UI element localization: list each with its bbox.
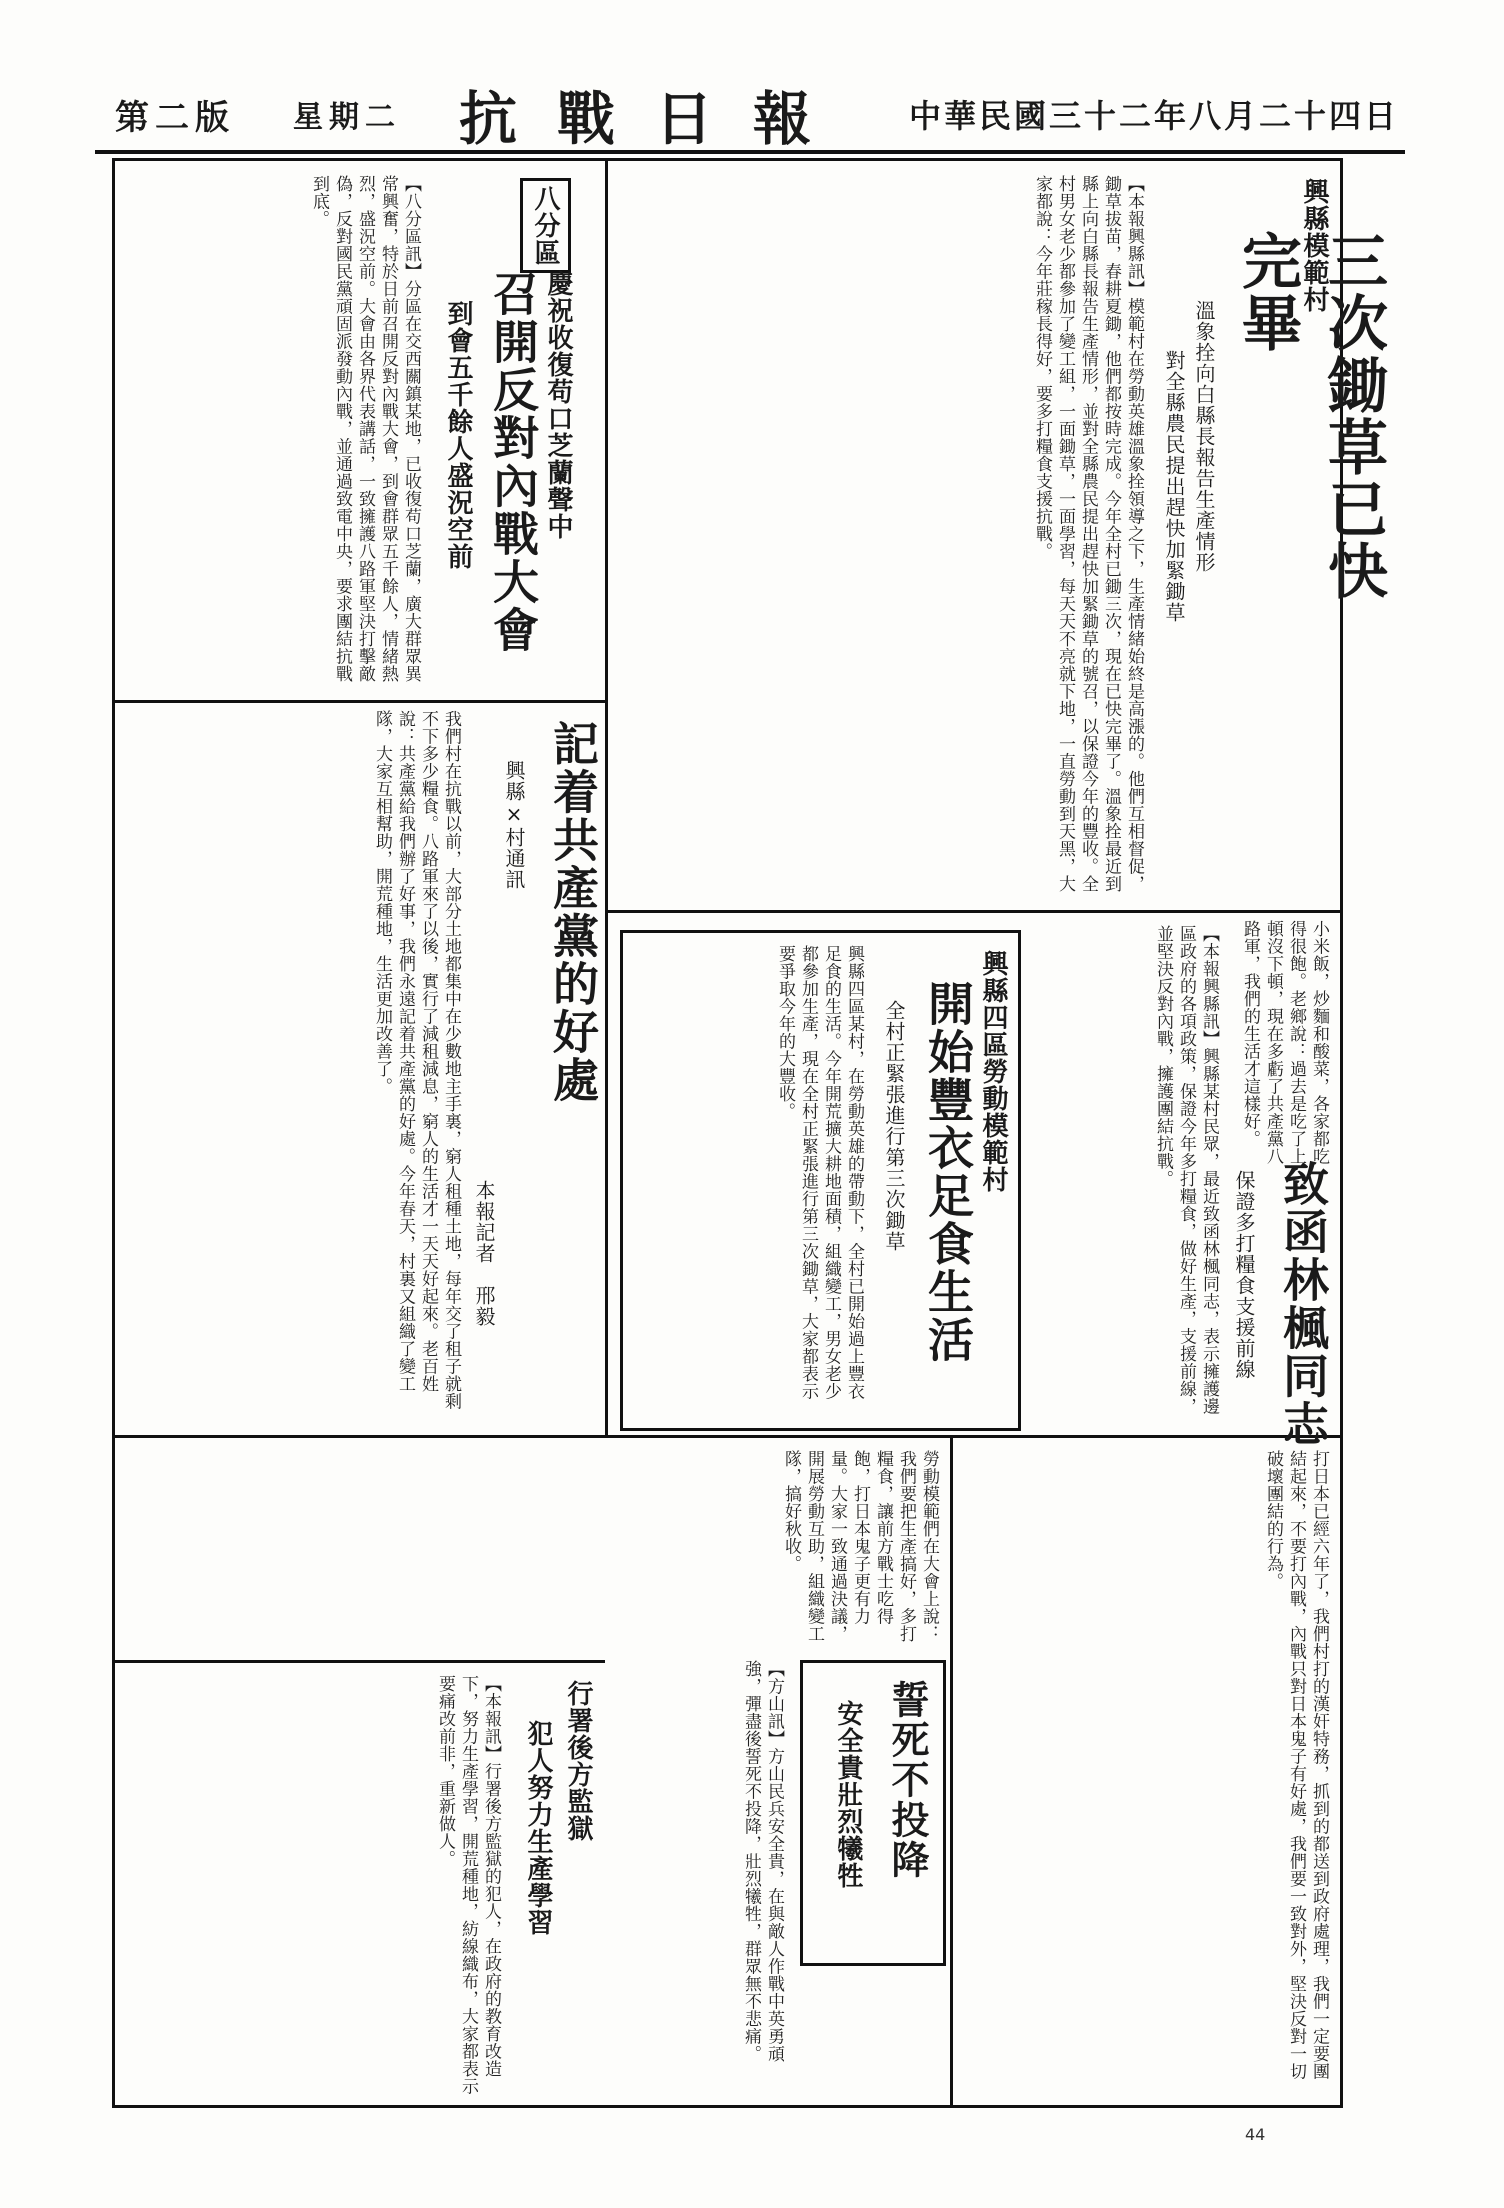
upper-rule [605, 910, 1340, 913]
a2-sub-3: 到會五千餘人盛況空前 [443, 300, 473, 570]
a1-subheadline: 三次鋤草已快完畢 [1232, 230, 1388, 602]
publication-date: 中華民國三十二年八月二十四日 [908, 97, 1399, 135]
a2-body: 【八分區訊】分區在交西關鎮某地，已收復苟口芝蘭，廣大群眾異常興奮，特於日前召開反對內戰大會，到會群眾五千餘人，情緒熱烈，盛況空前。大會由各界代表講話，一致擁護八路軍堅決打擊敵偽，反對國民黨頑固派發動內戰，並通過致電中央，要求團結抗戰到底。 [309, 175, 421, 683]
a3-byline: 本報記者 邢毅 [472, 1180, 496, 1327]
a1-headline: 興縣模範村 [1299, 178, 1329, 313]
a2-sub-2: 召開反對內戰大會 [486, 270, 540, 654]
a3-body: 我們村在抗戰以前，大部分土地都集中在少數地主手裏，窮人租種土地，每年交了租子就剩不下多少糧食。八路軍來了以後，實行了減租減息，窮人的生活才一天天好起來。老百姓說：共產黨給我們辦了好事，我們永遠記着共產黨的好處。今年春天，村裏又組織了變工隊，大家互相幫助，開荒種地，生活更加改善了。 [372, 710, 461, 1410]
a8-body: 打日本已經六年了，我們村打的漢奸特務，抓到的都送到政府處理，我們一定要團結起來，不要打內戰，內戰只對日本鬼子有好處，我們要一致對外，堅決反對一切破壞團結的行為。 [1263, 1450, 1329, 2080]
a6-headline: 誓死不投降 [885, 1680, 929, 1880]
a7-body: 【本報訊】行署後方監獄的犯人，在政府的教育改造下，努力生產學習，開荒種地，紡線織布，大家都表示要痛改前非，重新做人。 [435, 1675, 501, 2095]
a2-sub-1: 慶祝收復苟口芝蘭聲中 [543, 270, 573, 540]
weekday: 星期二 [292, 100, 401, 135]
page-number: 44 [1245, 2125, 1266, 2144]
bottom-rule [112, 2105, 1343, 2108]
mid-rule [112, 1435, 1342, 1438]
masthead [95, 78, 1405, 154]
a5-sub: 開始豐衣足食生活 [921, 980, 975, 1364]
a4-sub: 保證多打糧食支援前線 [1232, 1170, 1256, 1380]
a5-headline: 興縣四區勞動模範村 [978, 950, 1008, 1193]
a5-deck: 全村正緊張進行第三次鋤草 [882, 1000, 906, 1252]
page-label: 第二版 [115, 97, 235, 138]
a7-headline: 行署後方監獄 [563, 1680, 593, 1842]
a1-deck-2: 對全縣農民提出趕快加緊鋤草 [1162, 350, 1186, 623]
a6-body: 【方山訊】方山民兵安全貴，在與敵人作戰中英勇頑強，彈盡後誓死不投降，壯烈犧牲，群眾無不悲痛。 [741, 1660, 784, 2063]
a7-rule [115, 1660, 605, 1663]
a3-headline: 記着共產黨的好處 [546, 720, 600, 1104]
a5-body: 興縣四區某村，在勞動英雄的帶動下，全村已開始過上豐衣足食的生活。今年開荒擴大耕地面積，組織變工，男女老少都參加生產，現在全村正緊張進行第三次鋤草，大家都表示要爭取今年的大豐收。 [775, 945, 864, 1400]
a3-dateline: 興縣×村通訊 [502, 760, 526, 890]
col-divider-2 [950, 1437, 953, 2105]
a4-body: 【本報興縣訊】興縣某村民眾，最近致函林楓同志，表示擁護邊區政府的各項政策，保證今年多打糧食，做好生產，支援前線，並堅決反對內戰，擁護團結抗戰。 [1153, 925, 1219, 1415]
top-rule [112, 158, 1342, 161]
left-border [112, 158, 115, 2108]
a10-body: 小米飯，炒麵和酸菜，各家都吃得很飽。老鄉說：過去是吃了上頓沒下頓，現在多虧了共產黨八路軍，我們的生活才這樣好。 [1240, 920, 1329, 1165]
a4-headline: 致函林楓同志 [1276, 1160, 1330, 1448]
newspaper-title: 抗戰日報 [458, 85, 851, 153]
a7-sub: 犯人努力生產學習 [523, 1720, 553, 1936]
a6-sub: 安全貴壯烈犧牲 [833, 1700, 863, 1889]
a9-body: 勞動模範們在大會上說：我們要把生產搞好，多打糧食，讓前方戰士吃得飽，打日本鬼子更有力量。大家一致通過決議，開展勞動互助，組織變工隊，搞好秋收。 [781, 1450, 939, 1643]
a1-body: 【本報興縣訊】模範村在勞動英雄溫象拴領導之下，生產情緒始終是高漲的。他們互相督促，鋤草拔苗，春耕夏鋤，他們都按時完成。今年全村已鋤三次，現在已快完畢了。溫象拴最近到縣上向白縣長報告生產情形，並對全縣農民提出趕快加緊鋤草的號召，以保證今年的豐收。全村男女老少都參加了變工組，一面鋤草，一面學習，每天天不亮就下地，一直勞動到天黑，大家都說：今年莊稼長得好，要多打糧食支援抗戰。 [1032, 175, 1144, 893]
a1-deck-1: 溫象拴向白縣長報告生產情形 [1192, 300, 1216, 573]
a2-headline: 八分區 [520, 178, 571, 273]
a2-rule [115, 700, 605, 703]
